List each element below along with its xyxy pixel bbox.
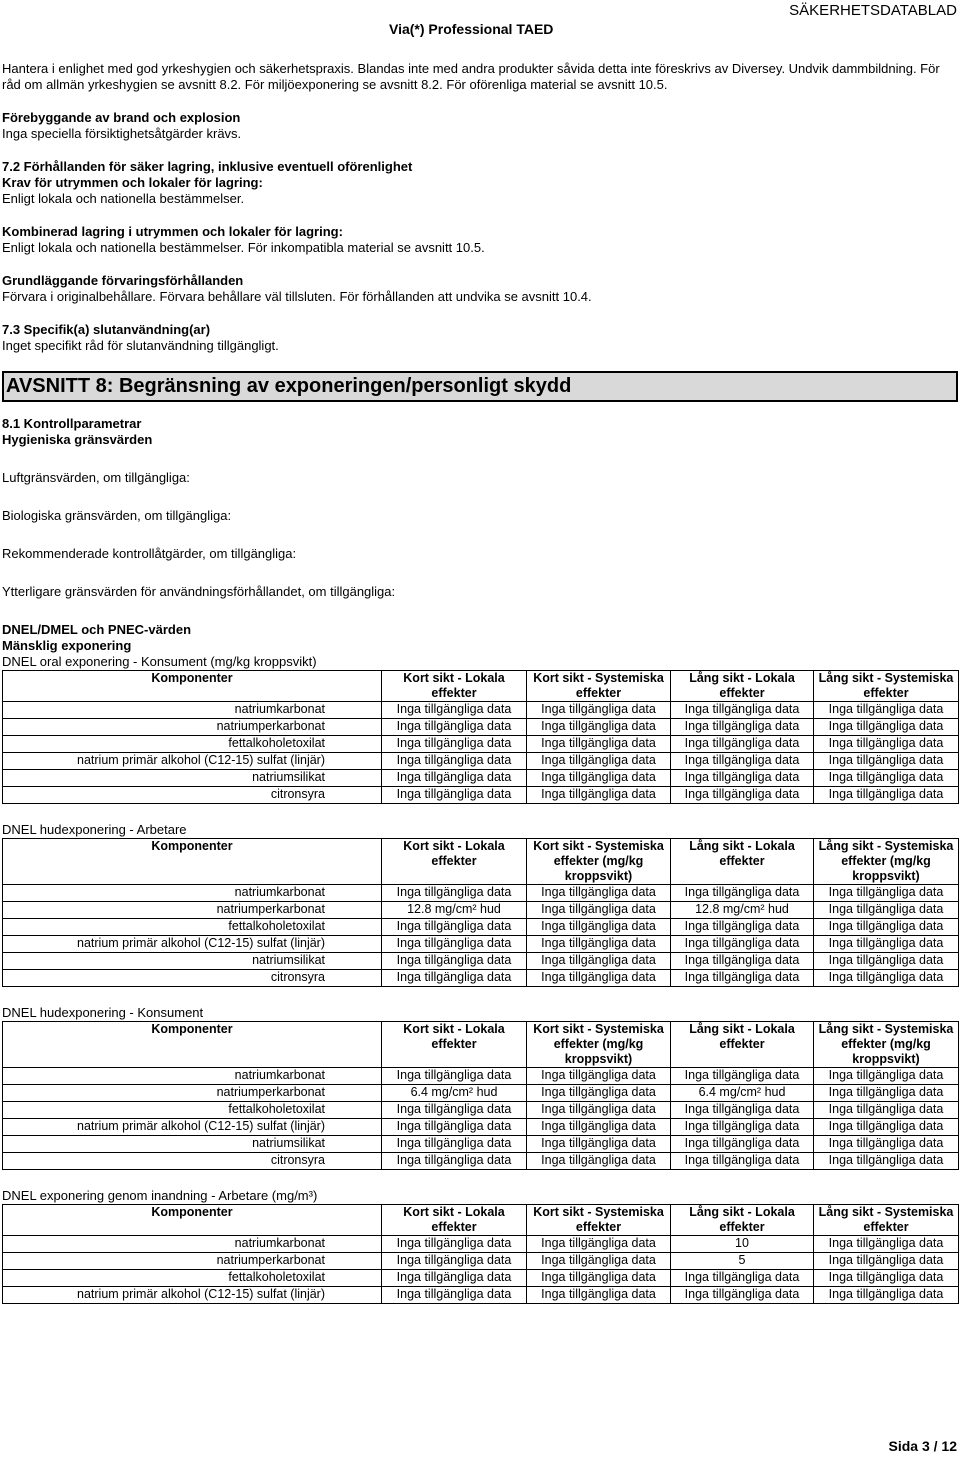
- value-cell: Inga tillgängliga data: [671, 1068, 814, 1085]
- human-exposure-heading: Mänsklig exponering: [2, 638, 132, 653]
- value-cell: Inga tillgängliga data: [814, 702, 959, 719]
- component-cell: citronsyra: [3, 787, 382, 804]
- component-cell: natrium primär alkohol (C12-15) sulfat (linjär): [3, 1119, 382, 1136]
- value-cell: 12.8 mg/cm² hud: [382, 902, 527, 919]
- column-header: Komponenter: [3, 1022, 382, 1068]
- value-cell: Inga tillgängliga data: [671, 787, 814, 804]
- handling-paragraph: Hantera i enlighet med god yrkeshygien och säkerhetspraxis. Blandas inte med andra produkter såvida detta inte föreskrivs av Diversey. Undvik dammbildning. För råd om allmän yrkeshygien se avsnitt 8.2. För miljöexponering se avsnitt 8.2. För oförenliga material se avsnitt 10.5.: [2, 61, 940, 92]
- value-cell: Inga tillgängliga data: [814, 1102, 959, 1119]
- document-type: SÄKERHETSDATABLAD: [789, 2, 957, 19]
- storage-sub1: Krav för utrymmen och lokaler för lagring:: [2, 175, 263, 190]
- value-cell: Inga tillgängliga data: [527, 736, 671, 753]
- value-cell: Inga tillgängliga data: [527, 1287, 671, 1304]
- dnel-table-block: [2, 822, 958, 987]
- value-cell: Inga tillgängliga data: [382, 1102, 527, 1119]
- table-row: [3, 970, 959, 987]
- component-cell: natriumperkarbonat: [3, 902, 382, 919]
- value-cell: Inga tillgängliga data: [527, 953, 671, 970]
- component-cell: citronsyra: [3, 970, 382, 987]
- component-cell: natrium primär alkohol (C12-15) sulfat (linjär): [3, 753, 382, 770]
- value-cell: Inga tillgängliga data: [527, 1102, 671, 1119]
- value-cell: Inga tillgängliga data: [382, 1253, 527, 1270]
- component-cell: natriumsilikat: [3, 953, 382, 970]
- hygiene-limits-heading: Hygieniska gränsvärden: [2, 432, 153, 447]
- table-header-row: [3, 839, 959, 885]
- value-cell: Inga tillgängliga data: [671, 736, 814, 753]
- value-cell: Inga tillgängliga data: [814, 753, 959, 770]
- column-header: Kort sikt - Systemiska effekter (mg/kg kroppsvikt): [527, 1022, 671, 1068]
- column-header: Kort sikt - Lokala effekter: [382, 1022, 527, 1068]
- value-cell: Inga tillgängliga data: [671, 970, 814, 987]
- column-header: Lång sikt - Lokala effekter: [671, 839, 814, 885]
- table-row: [3, 919, 959, 936]
- table-row: [3, 1236, 959, 1253]
- component-cell: fettalkoholetoxilat: [3, 1102, 382, 1119]
- value-cell: 6.4 mg/cm² hud: [671, 1085, 814, 1102]
- storage-sub3: Grundläggande förvaringsförhållanden: [2, 273, 244, 288]
- value-cell: Inga tillgängliga data: [671, 919, 814, 936]
- component-cell: natriumperkarbonat: [3, 1253, 382, 1270]
- component-cell: natriumsilikat: [3, 770, 382, 787]
- product-title: Via(*) Professional TAED: [389, 21, 554, 37]
- value-cell: Inga tillgängliga data: [814, 1068, 959, 1085]
- storage-text2: Enligt lokala och nationella bestämmelser. För inkompatibla material se avsnitt 10.5.: [2, 240, 485, 255]
- value-cell: Inga tillgängliga data: [527, 936, 671, 953]
- value-cell: Inga tillgängliga data: [814, 885, 959, 902]
- value-cell: Inga tillgängliga data: [527, 1270, 671, 1287]
- component-cell: fettalkoholetoxilat: [3, 736, 382, 753]
- column-header: Lång sikt - Systemiska effekter: [814, 1205, 959, 1236]
- table-header-row: [3, 1022, 959, 1068]
- value-cell: Inga tillgängliga data: [382, 787, 527, 804]
- table-row: [3, 753, 959, 770]
- column-header: Kort sikt - Lokala effekter: [382, 671, 527, 702]
- value-cell: Inga tillgängliga data: [527, 719, 671, 736]
- column-header: Lång sikt - Lokala effekter: [671, 1022, 814, 1068]
- extra-limits-label: Ytterligare gränsvärden för användningsförhållandet, om tillgängliga:: [2, 584, 396, 599]
- value-cell: Inga tillgängliga data: [382, 1236, 527, 1253]
- value-cell: Inga tillgängliga data: [382, 885, 527, 902]
- table-row: [3, 1085, 959, 1102]
- value-cell: Inga tillgängliga data: [814, 1236, 959, 1253]
- dnel-table-title: DNEL hudexponering - Arbetare: [2, 822, 187, 837]
- table-row: [3, 902, 959, 919]
- value-cell: Inga tillgängliga data: [814, 936, 959, 953]
- value-cell: Inga tillgängliga data: [527, 1136, 671, 1153]
- table-row: [3, 787, 959, 804]
- enduse-heading: 7.3 Specifik(a) slutanvändning(ar): [2, 322, 211, 337]
- value-cell: Inga tillgängliga data: [382, 1270, 527, 1287]
- value-cell: Inga tillgängliga data: [382, 770, 527, 787]
- value-cell: Inga tillgängliga data: [382, 936, 527, 953]
- value-cell: Inga tillgängliga data: [671, 1287, 814, 1304]
- storage-text3: Förvara i originalbehållare. Förvara behållare väl tillsluten. För förhållanden att undvika se avsnitt 10.4.: [2, 289, 592, 304]
- column-header: Kort sikt - Lokala effekter: [382, 839, 527, 885]
- table-header-row: [3, 1205, 959, 1236]
- value-cell: Inga tillgängliga data: [814, 736, 959, 753]
- value-cell: Inga tillgängliga data: [814, 787, 959, 804]
- value-cell: Inga tillgängliga data: [671, 719, 814, 736]
- section-8-banner: AVSNITT 8: Begränsning av exponeringen/personligt skydd: [2, 371, 958, 402]
- component-cell: natriumperkarbonat: [3, 719, 382, 736]
- value-cell: Inga tillgängliga data: [814, 953, 959, 970]
- column-header: Lång sikt - Lokala effekter: [671, 671, 814, 702]
- dnel-table-block: [2, 654, 958, 804]
- table-row: [3, 1253, 959, 1270]
- column-header: Kort sikt - Systemiska effekter (mg/kg kroppsvikt): [527, 839, 671, 885]
- value-cell: Inga tillgängliga data: [814, 1287, 959, 1304]
- component-cell: natriumsilikat: [3, 1136, 382, 1153]
- table-row: [3, 1287, 959, 1304]
- value-cell: Inga tillgängliga data: [814, 970, 959, 987]
- value-cell: Inga tillgängliga data: [527, 1253, 671, 1270]
- dnel-table-title: DNEL hudexponering - Konsument: [2, 1005, 204, 1020]
- value-cell: Inga tillgängliga data: [382, 719, 527, 736]
- dnel-tables: [2, 654, 958, 1304]
- value-cell: Inga tillgängliga data: [814, 770, 959, 787]
- dnel-table-block: [2, 1188, 958, 1304]
- value-cell: Inga tillgängliga data: [814, 1119, 959, 1136]
- value-cell: Inga tillgängliga data: [814, 902, 959, 919]
- value-cell: Inga tillgängliga data: [671, 753, 814, 770]
- component-cell: natrium primär alkohol (C12-15) sulfat (linjär): [3, 936, 382, 953]
- dnel-table: [2, 838, 959, 987]
- storage-sub2: Kombinerad lagring i utrymmen och lokaler för lagring:: [2, 224, 343, 239]
- page-number: Sida 3 / 12: [888, 1438, 957, 1454]
- column-header: Komponenter: [3, 1205, 382, 1236]
- control-params-heading: 8.1 Kontrollparametrar: [2, 416, 142, 431]
- table-row: [3, 1102, 959, 1119]
- value-cell: Inga tillgängliga data: [382, 1068, 527, 1085]
- component-cell: natriumkarbonat: [3, 702, 382, 719]
- fire-text: Inga speciella försiktighetsåtgärder krävs.: [2, 126, 242, 141]
- dnel-heading: DNEL/DMEL och PNEC-värden: [2, 622, 192, 637]
- dnel-table-block: [2, 1005, 958, 1170]
- value-cell: Inga tillgängliga data: [814, 719, 959, 736]
- fire-heading: Förebyggande av brand och explosion: [2, 110, 241, 125]
- column-header: Lång sikt - Systemiska effekter: [814, 671, 959, 702]
- value-cell: Inga tillgängliga data: [527, 1119, 671, 1136]
- component-cell: natrium primär alkohol (C12-15) sulfat (linjär): [3, 1287, 382, 1304]
- value-cell: 10: [671, 1236, 814, 1253]
- value-cell: 5: [671, 1253, 814, 1270]
- table-row: [3, 1068, 959, 1085]
- control-measures-label: Rekommenderade kontrollåtgärder, om tillgängliga:: [2, 546, 297, 561]
- column-header: Lång sikt - Lokala effekter: [671, 1205, 814, 1236]
- table-row: [3, 736, 959, 753]
- table-header-row: [3, 671, 959, 702]
- table-row: [3, 885, 959, 902]
- storage-text1: Enligt lokala och nationella bestämmelser.: [2, 191, 245, 206]
- value-cell: Inga tillgängliga data: [527, 1236, 671, 1253]
- value-cell: Inga tillgängliga data: [814, 919, 959, 936]
- dnel-table: [2, 1204, 959, 1304]
- component-cell: fettalkoholetoxilat: [3, 1270, 382, 1287]
- component-cell: natriumkarbonat: [3, 1068, 382, 1085]
- table-row: [3, 1270, 959, 1287]
- value-cell: Inga tillgängliga data: [382, 919, 527, 936]
- storage-heading: 7.2 Förhållanden för säker lagring, inklusive eventuell oförenlighet: [2, 159, 413, 174]
- component-cell: natriumperkarbonat: [3, 1085, 382, 1102]
- component-cell: citronsyra: [3, 1153, 382, 1170]
- dnel-table: [2, 670, 959, 804]
- air-limits-label: Luftgränsvärden, om tillgängliga:: [2, 470, 190, 485]
- value-cell: Inga tillgängliga data: [382, 1287, 527, 1304]
- table-row: [3, 953, 959, 970]
- enduse-text: Inget specifikt råd för slutanvändning tillgängligt.: [2, 338, 279, 353]
- value-cell: Inga tillgängliga data: [671, 702, 814, 719]
- value-cell: Inga tillgängliga data: [527, 1085, 671, 1102]
- value-cell: Inga tillgängliga data: [671, 953, 814, 970]
- value-cell: Inga tillgängliga data: [671, 770, 814, 787]
- value-cell: Inga tillgängliga data: [814, 1136, 959, 1153]
- value-cell: Inga tillgängliga data: [527, 902, 671, 919]
- table-row: [3, 719, 959, 736]
- table-row: [3, 1153, 959, 1170]
- value-cell: Inga tillgängliga data: [814, 1253, 959, 1270]
- value-cell: Inga tillgängliga data: [671, 936, 814, 953]
- value-cell: Inga tillgängliga data: [671, 1153, 814, 1170]
- component-cell: natriumkarbonat: [3, 885, 382, 902]
- value-cell: 12.8 mg/cm² hud: [671, 902, 814, 919]
- bio-limits-label: Biologiska gränsvärden, om tillgängliga:: [2, 508, 232, 523]
- dnel-table: [2, 1021, 959, 1170]
- table-row: [3, 936, 959, 953]
- value-cell: Inga tillgängliga data: [527, 702, 671, 719]
- table-row: [3, 1119, 959, 1136]
- column-header: Lång sikt - Systemiska effekter (mg/kg kroppsvikt): [814, 839, 959, 885]
- value-cell: Inga tillgängliga data: [527, 1068, 671, 1085]
- value-cell: Inga tillgängliga data: [382, 1136, 527, 1153]
- value-cell: Inga tillgängliga data: [814, 1085, 959, 1102]
- column-header: Kort sikt - Lokala effekter: [382, 1205, 527, 1236]
- document-body: [2, 61, 958, 1304]
- value-cell: Inga tillgängliga data: [671, 1270, 814, 1287]
- value-cell: Inga tillgängliga data: [527, 787, 671, 804]
- table-row: [3, 1136, 959, 1153]
- value-cell: Inga tillgängliga data: [527, 970, 671, 987]
- value-cell: Inga tillgängliga data: [671, 1136, 814, 1153]
- value-cell: Inga tillgängliga data: [382, 1153, 527, 1170]
- value-cell: Inga tillgängliga data: [382, 702, 527, 719]
- value-cell: Inga tillgängliga data: [382, 970, 527, 987]
- value-cell: Inga tillgängliga data: [527, 1153, 671, 1170]
- value-cell: Inga tillgängliga data: [382, 753, 527, 770]
- dnel-table-title: DNEL exponering genom inandning - Arbetare (mg/m³): [2, 1188, 318, 1203]
- value-cell: Inga tillgängliga data: [814, 1153, 959, 1170]
- component-cell: fettalkoholetoxilat: [3, 919, 382, 936]
- value-cell: Inga tillgängliga data: [527, 919, 671, 936]
- value-cell: Inga tillgängliga data: [527, 770, 671, 787]
- dnel-table-title: DNEL oral exponering - Konsument (mg/kg kroppsvikt): [2, 654, 317, 669]
- column-header: Komponenter: [3, 671, 382, 702]
- value-cell: Inga tillgängliga data: [382, 1119, 527, 1136]
- table-row: [3, 702, 959, 719]
- column-header: Lång sikt - Systemiska effekter (mg/kg kroppsvikt): [814, 1022, 959, 1068]
- value-cell: Inga tillgängliga data: [671, 1102, 814, 1119]
- value-cell: Inga tillgängliga data: [527, 753, 671, 770]
- component-cell: natriumkarbonat: [3, 1236, 382, 1253]
- column-header: Kort sikt - Systemiska effekter: [527, 1205, 671, 1236]
- column-header: Komponenter: [3, 839, 382, 885]
- value-cell: Inga tillgängliga data: [671, 1119, 814, 1136]
- value-cell: Inga tillgängliga data: [527, 885, 671, 902]
- value-cell: Inga tillgängliga data: [382, 953, 527, 970]
- value-cell: Inga tillgängliga data: [671, 885, 814, 902]
- value-cell: Inga tillgängliga data: [382, 736, 527, 753]
- column-header: Kort sikt - Systemiska effekter: [527, 671, 671, 702]
- table-row: [3, 770, 959, 787]
- value-cell: 6.4 mg/cm² hud: [382, 1085, 527, 1102]
- value-cell: Inga tillgängliga data: [814, 1270, 959, 1287]
